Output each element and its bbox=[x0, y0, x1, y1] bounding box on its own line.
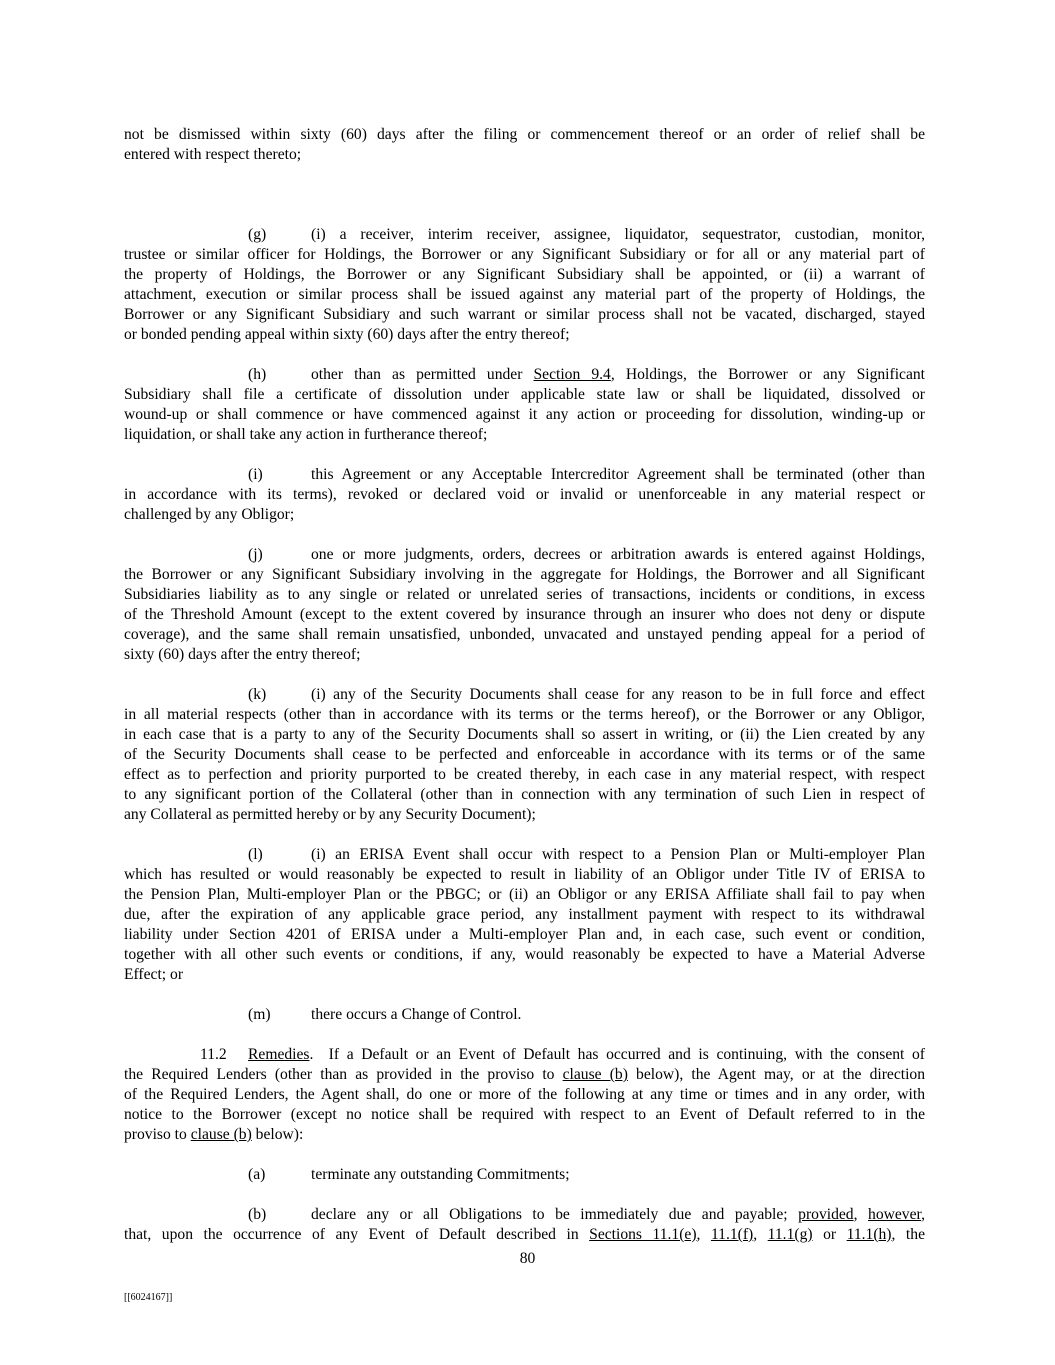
text-segment: of the Threshold Amount (except to the extent covered by insurance through an insurer who does not deny or dispute bbox=[124, 606, 925, 623]
text-line bbox=[124, 845, 925, 865]
text-line bbox=[124, 1165, 925, 1185]
clause-label: (k) bbox=[248, 686, 267, 703]
cross-reference-link: however bbox=[868, 1206, 922, 1223]
cross-reference-link: 11.1(g) bbox=[767, 1226, 813, 1243]
text-segment: trustee or similar officer for Holdings, the Borrower or any Significant Subsidiary or for all or any material part of bbox=[124, 246, 925, 263]
text-segment: (i) an ERISA Event shall occur with respect to a Pension Plan or Multi-employer Plan bbox=[311, 846, 925, 863]
text-segment: Effect; or bbox=[124, 966, 184, 983]
text-segment: Borrower or any Significant Subsidiary and such warrant or similar process shall not be vacated, discharged, stayed bbox=[124, 306, 925, 323]
text-line bbox=[124, 585, 925, 605]
paragraph-j bbox=[124, 545, 925, 665]
text-segment: the Required Lenders (other than as provided in the proviso to bbox=[124, 1066, 563, 1083]
text-segment: the Borrower or any Significant Subsidiary involving in the aggregate for Holdings, the Borrower and all Significant bbox=[124, 566, 925, 583]
text-line bbox=[124, 1125, 925, 1145]
cross-reference-link: 11.1(h) bbox=[846, 1226, 892, 1243]
text-segment: there occurs a Change of Control. bbox=[311, 1006, 522, 1023]
text-segment: (i) a receiver, interim receiver, assignee, liquidator, sequestrator, custodian, monitor, bbox=[311, 226, 925, 243]
text-line bbox=[124, 1085, 925, 1105]
clause-text bbox=[311, 545, 925, 565]
clause-label: (i) bbox=[248, 466, 263, 483]
text-line bbox=[124, 1045, 925, 1065]
paragraph-a bbox=[124, 1165, 925, 1185]
paragraph-11-2 bbox=[124, 1045, 925, 1145]
text-line bbox=[124, 245, 925, 265]
text-segment: the Pension Plan, Multi-employer Plan or the PBGC; or (ii) an Obligor or any ERISA Affiliate shall fail to pay when bbox=[124, 886, 925, 903]
text-line bbox=[124, 285, 925, 305]
text-segment: which has resulted or would reasonably be expected to result in liability of an Obligor under Title IV of ERISA to bbox=[124, 866, 925, 883]
clause-text bbox=[311, 365, 925, 385]
paragraph-g bbox=[124, 225, 925, 345]
text-line bbox=[124, 905, 925, 925]
text-line bbox=[124, 305, 925, 325]
paragraph bbox=[124, 125, 925, 165]
text-segment: any Collateral as permitted hereby or by any Security Document); bbox=[124, 806, 536, 823]
clause-text bbox=[311, 845, 925, 865]
text-line bbox=[124, 1065, 925, 1085]
page-number: 80 bbox=[519, 1250, 536, 1267]
clause-label: (a) bbox=[248, 1166, 266, 1183]
text-segment: of the Security Documents shall cease to be perfected and enforceable in accordance with its terms or of the same bbox=[124, 746, 925, 763]
text-segment: proviso to bbox=[124, 1126, 191, 1143]
text-segment: liability under Section 4201 of ERISA under a Multi-employer Plan and, in each case, such event or condition, bbox=[124, 926, 925, 943]
text-line bbox=[124, 865, 925, 885]
text-line bbox=[124, 225, 925, 245]
clause-text bbox=[311, 465, 925, 485]
text-line bbox=[124, 925, 925, 945]
clause-text bbox=[311, 225, 925, 245]
text-line bbox=[124, 125, 925, 145]
paragraph-k bbox=[124, 685, 925, 825]
text-segment: , bbox=[921, 1206, 925, 1223]
text-line bbox=[124, 1105, 925, 1125]
clause-text bbox=[311, 1005, 925, 1025]
document-id-footer: [[6024167]] bbox=[124, 1292, 173, 1303]
text-segment: or bbox=[812, 1226, 847, 1243]
text-line bbox=[124, 885, 925, 905]
text-segment: to any significant portion of the Collateral (other than in connection with any termination of such Lien in respect of bbox=[124, 786, 925, 803]
text-line bbox=[124, 265, 925, 285]
text-segment: due, after the expiration of any applicable grace period, any installment payment with respect to its withdrawal bbox=[124, 906, 925, 923]
text-segment: one or more judgments, orders, decrees or arbitration awards is entered against Holdings, bbox=[311, 546, 925, 563]
text-segment: sixty (60) days after the entry thereof; bbox=[124, 646, 361, 663]
document-body bbox=[124, 125, 925, 1265]
text-segment: or bonded pending appeal within sixty (60) days after the entry thereof; bbox=[124, 326, 570, 343]
text-line bbox=[124, 505, 925, 525]
cross-reference-link: Section 9.4 bbox=[533, 366, 611, 383]
clause-label: (g) bbox=[248, 226, 267, 243]
clause-text bbox=[248, 1045, 925, 1065]
clause-label: (l) bbox=[248, 846, 263, 863]
text-segment: , Holdings, the Borrower or any Significant bbox=[610, 366, 925, 383]
text-line bbox=[124, 465, 925, 485]
paragraph-l bbox=[124, 845, 925, 985]
text-segment: in each case that is a party to any of the Security Documents shall so assert in writing, or (ii) the Lien created by any bbox=[124, 726, 925, 743]
text-segment: Subsidiary shall file a certificate of dissolution under applicable state law or shall be liquidated, dissolved or bbox=[124, 386, 925, 403]
text-segment: of the Required Lenders, the Agent shall, do one or more of the following at any time or times and in any order, with bbox=[124, 1086, 925, 1103]
cross-reference-link: clause (b) bbox=[562, 1066, 628, 1083]
text-line bbox=[124, 1205, 925, 1225]
cross-reference-link: Remedies bbox=[248, 1046, 310, 1063]
text-line bbox=[124, 805, 925, 825]
text-line bbox=[124, 145, 925, 165]
text-line bbox=[124, 425, 925, 445]
cross-reference-link: clause (b) bbox=[190, 1126, 252, 1143]
text-segment: below): bbox=[251, 1126, 304, 1143]
text-segment: , bbox=[753, 1226, 768, 1243]
text-line bbox=[124, 405, 925, 425]
text-segment: entered with respect thereto; bbox=[124, 146, 302, 163]
text-segment: in all material respects (other than in accordance with its terms or the terms hereof), or the Borrower or any Obligor, bbox=[124, 706, 925, 723]
clause-label: (b) bbox=[248, 1206, 267, 1223]
text-line bbox=[124, 325, 925, 345]
text-segment: below), the Agent may, or at the direction bbox=[627, 1066, 925, 1083]
text-line bbox=[124, 765, 925, 785]
paragraph-h bbox=[124, 365, 925, 445]
text-line bbox=[124, 625, 925, 645]
text-segment: other than as permitted under bbox=[311, 366, 534, 383]
text-segment: terminate any outstanding Commitments; bbox=[311, 1166, 570, 1183]
text-segment: effect as to perfection and priority purported to be created thereby, in each case in any material respect, with respect bbox=[124, 766, 925, 783]
clause-label: (m) bbox=[248, 1006, 271, 1023]
text-line bbox=[124, 685, 925, 705]
cross-reference-link: Sections 11.1(e) bbox=[589, 1226, 697, 1243]
text-segment: Subsidiaries liability as to any single or related or unrelated series of transactions, incidents or conditions, in excess bbox=[124, 586, 925, 603]
text-line bbox=[124, 565, 925, 585]
text-segment: liquidation, or shall take any action in furtherance thereof; bbox=[124, 426, 488, 443]
text-line bbox=[124, 365, 925, 385]
paragraph-b bbox=[124, 1205, 925, 1245]
text-segment: . If a Default or an Event of Default has occurred and is continuing, with the consent of bbox=[309, 1046, 925, 1063]
cross-reference-link: provided bbox=[798, 1206, 854, 1223]
clause-text bbox=[311, 1165, 925, 1185]
text-line bbox=[124, 705, 925, 725]
text-segment: , the bbox=[891, 1226, 925, 1243]
text-segment: in accordance with its terms), revoked or declared void or invalid or unenforceable in any material respect or bbox=[124, 486, 925, 503]
text-segment: not be dismissed within sixty (60) days after the filing or commencement thereof or an order of relief shall be bbox=[124, 126, 925, 143]
clause-label: 11.2 bbox=[200, 1046, 227, 1063]
clause-text bbox=[311, 1205, 925, 1225]
text-segment: together with all other such events or conditions, if any, would reasonably be expected to have a Material Adverse bbox=[124, 946, 925, 963]
cross-reference-link: 11.1(f) bbox=[710, 1226, 754, 1243]
text-line bbox=[124, 785, 925, 805]
text-segment: the property of Holdings, the Borrower or any Significant Subsidiary shall be appointed, or (ii) a warrant of bbox=[124, 266, 925, 283]
paragraph-i bbox=[124, 465, 925, 525]
text-line bbox=[124, 965, 925, 985]
text-segment: wound-up or shall commence or have commenced against it any action or proceeding for dissolution, winding-up or bbox=[124, 406, 925, 423]
clause-label: (h) bbox=[248, 366, 267, 383]
text-segment: attachment, execution or similar process shall be issued against any material part of the property of Holdings, the bbox=[124, 286, 925, 303]
text-segment: , bbox=[853, 1206, 869, 1223]
text-line bbox=[124, 725, 925, 745]
text-line bbox=[124, 945, 925, 965]
text-line bbox=[124, 1225, 925, 1245]
paragraph-m bbox=[124, 1005, 925, 1025]
text-line bbox=[124, 1005, 925, 1025]
clause-text bbox=[311, 685, 925, 705]
text-line bbox=[124, 385, 925, 405]
text-line bbox=[124, 745, 925, 765]
text-segment: declare any or all Obligations to be immediately due and payable; bbox=[311, 1206, 799, 1223]
text-segment: notice to the Borrower (except no notice shall be required with respect to an Event of Default referred to in the bbox=[124, 1106, 925, 1123]
text-segment: (i) any of the Security Documents shall cease for any reason to be in full force and effect bbox=[311, 686, 925, 703]
text-segment: , bbox=[696, 1226, 711, 1243]
text-segment: coverage), and the same shall remain unsatisfied, unbonded, unvacated and unstayed pending appeal for a period of bbox=[124, 626, 925, 643]
text-segment: challenged by any Obligor; bbox=[124, 506, 295, 523]
text-line bbox=[124, 545, 925, 565]
text-segment: this Agreement or any Acceptable Intercreditor Agreement shall be terminated (other than bbox=[311, 466, 925, 483]
text-line bbox=[124, 645, 925, 665]
clause-label: (j) bbox=[248, 546, 263, 563]
text-segment: that, upon the occurrence of any Event of Default described in bbox=[124, 1226, 590, 1243]
text-line bbox=[124, 485, 925, 505]
text-line bbox=[124, 605, 925, 625]
